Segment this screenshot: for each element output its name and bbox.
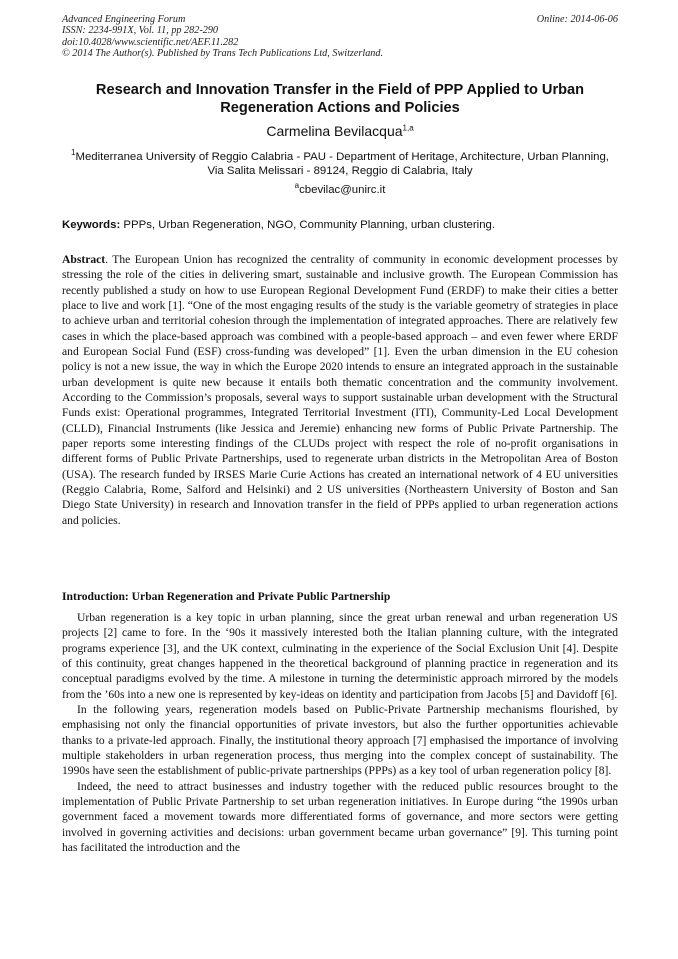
author-line [62,123,618,139]
abstract-label: Abstract [62,253,106,266]
introduction-body [62,610,618,946]
author-name: Carmelina Bevilacqua [266,123,403,139]
keywords-label: Keywords: [62,219,121,231]
email-line [62,181,618,196]
affiliation-text: Mediterranea University of Reggio Calabria - PAU - Department of Heritage, Architecture, Urban Planning, Via Salita Melissari - 89124, Reggio di Calabria, Italy [75,151,609,178]
abstract-text: . The European Union has recognized the centrality of community in economic development processes by stressing the role of the cities in delivering smart, sustainable and inclusive growth. The European Commission has recently published a study on how to use European Regional Development Fund (ERDF) to make their cities a better place to live and work [1]. “One of the most engaging results of the study is the variable geometry of strategies in place to achieve urban and territorial cohesion through the implementation of integrated approaches. There are relatively few cases in which the place-based approach was combined with a people-based approach – and even fewer where ERDF and European Social Fund (ESF) cross-funding was developed” [1]. Even the urban dimension in the EU cohesion policy is not a new issue, the way in which the Europe 2020 intends to ensure an integrated approach in the sustainable urban development is quite new because it entails both thematic concentration and the community involvement. According to the Commission’s proposals, several ways to support sustainable urban development with the Structural Funds exist: Operational programmes, Integrated Territorial Investment (ITI), Community-Led Local Development (CLLD), Financial Instruments (like Jessica and Jeremie) enhancing new forms of Public Private Partnership. The paper reports some interesting findings of the CLUDs project with respect the role of no-profit organisations in different forms of Public Private Partnerships, used to regenerate urban districts in the Metropolitan Area of Boston (USA). The research funded by IRSES Marie Curie Actions has created an international network of 4 EU universities (Reggio Calabria, Rome, Salford and Helsinki) and 2 US universities (Northeastern University of Boston and San Diego State University) in research and Innovation transfer in the field of PPPs applied to urban regeneration actions and policies. [62,253,618,527]
online-date: Online: 2014-06-06 [536,14,618,25]
keywords [62,219,618,231]
doi-line: doi:10.4028/www.scientific.net/AEF.11.282 [62,36,239,48]
section-heading: Introduction: Urban Regeneration and Private Public Partnership [62,590,391,603]
paragraph: In the following years, regeneration models based on Public-Private Partnership mechanisms flourished, by emphasising not only the financial opportunities of private investors, but also the further opportunities achievable thanks to a private-led approach. Finally, the institutional theory approach [7] emphasised the importance of involving multiple stakeholders in urban regeneration process, thus merging into the complex concept of sustainability. The 1990s have seen the establishment of public-private partnerships (PPPs) as a key tool of urban regeneration policy [8]. [62,702,618,778]
paragraph: Indeed, the need to attract businesses and industry together with the reduced public resources brought to the implementation of Public Private Partnership to set urban regeneration initiatives. In Europe during “the 1990s urban government faced a movement towards more differentiated forms of governance, and more sectors were getting involved in governing activities and decisions: urban government became urban governance” [9]. This turning point has facilitated the introduction and the [62,779,618,854]
journal-name: Advanced Engineering Forum [62,14,186,25]
affiliation [62,150,618,178]
journal-header [62,14,618,60]
issn-line: ISSN: 2234-991X, Vol. 11, pp 282-290 [62,25,219,37]
paragraph: Urban regeneration is a key topic in urban planning, since the great urban renewal and urban regeneration US projects [2] came to fore. In the ‘90s it massively interested both the Italian planning culture, with the integrated programs experience [3], and the UK context, culminating in the experience of the Social Exclusion Unit [4]. Despite of this continuity, great changes happened in the theoretical background of planning practice in regeneration and its conceptual paradigms evolved by the time. A milestone in turning the deterministic approach mirrored by the models from the ’60s into a new one is represented by key-ideas on identity and participation from Jacobs [5] and Davidoff [6]. [62,611,618,701]
author-email[interactable]: cbevilac@unirc.it [299,184,386,196]
affiliation-superscript: 1 [71,148,76,158]
copyright-line: © 2014 The Author(s). Published by Trans Tech Publications Ltd, Switzerland. [62,48,384,60]
paper-title: Research and Innovation Transfer in the Field of PPP Applied to Urban Regeneration Actions and Policies [95,82,585,116]
email-superscript: a [294,181,300,191]
abstract [62,252,618,528]
keywords-text: PPPs, Urban Regeneration, NGO, Community Planning, urban clustering. [120,219,496,231]
author-superscript: 1,a [402,123,414,133]
